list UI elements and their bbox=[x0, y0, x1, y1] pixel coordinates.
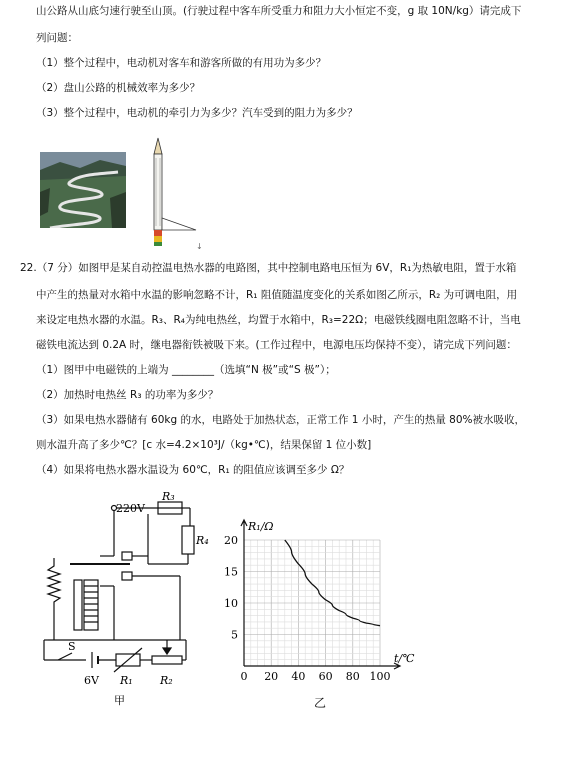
q21-item-3: （3）整个过程中，电动机的牵引力为多少？汽车受到的阻力为多少？ bbox=[36, 107, 358, 119]
q21-intro-line-2: 列问题： bbox=[36, 32, 78, 44]
x-tick-label: 40 bbox=[291, 670, 306, 683]
electromagnet-core bbox=[74, 580, 82, 630]
y-tick-label: 10 bbox=[224, 597, 238, 610]
y-tick-label: 20 bbox=[224, 534, 238, 547]
label-r1: R₁ bbox=[120, 674, 133, 687]
q21-item-1: （1）整个过程中，电动机对客车和游客所做的有用功为多少？ bbox=[36, 57, 327, 69]
paragraph-mark: ↓ bbox=[196, 242, 203, 251]
relay-spring bbox=[48, 558, 60, 640]
switch-s bbox=[58, 653, 72, 660]
q22-line-2: 中产生的热量对水箱中水温的影响忽略不计，R₁ 阻值随温度变化的关系如图乙所示，R₂ 为可调电阻，用 bbox=[36, 289, 518, 301]
q22-item-1: （1）图甲中电磁铁的上端为 ________（选填“N 极”或“S 极”）； bbox=[36, 364, 336, 376]
variable-resistor-r2 bbox=[152, 656, 182, 664]
graph-caption: 乙 bbox=[314, 696, 327, 710]
mountain-road-photo bbox=[40, 152, 126, 228]
x-tick-label: 100 bbox=[369, 670, 391, 683]
label-220v: 220V bbox=[116, 502, 145, 515]
q22-item-3-line-2: 则水温升高了多少℃？[c 水=4.2×10³J/（kg•℃)，结果保留 1 位小数] bbox=[36, 439, 372, 451]
q22-item-4: （4）如果将电热水器水温设为 60℃，R₁ 的阻值应该调至多少 Ω？ bbox=[36, 464, 350, 476]
y-tick-label: 15 bbox=[224, 565, 238, 579]
label-r3: R₃ bbox=[162, 490, 175, 503]
x-tick-label: 60 bbox=[318, 670, 333, 683]
q22-line-3: 来设定电热水器的水温。R₃、R₄为纯电热丝，均置于水箱中，R₃=22Ω；电磁铁线圈电阻忽略不计，当电 bbox=[36, 314, 521, 326]
relay-contact-upper bbox=[122, 552, 132, 560]
relay-contact-lower bbox=[122, 572, 132, 580]
graph-grid bbox=[244, 540, 380, 666]
x-tick-label: 80 bbox=[345, 670, 360, 683]
circuit-diagram bbox=[30, 490, 230, 710]
q21-item-2: （2）盘山公路的机械效率为多少？ bbox=[36, 82, 201, 94]
q21-intro-line-1: 山公路从山底匀速行驶至山顶。(行驶过程中客车所受重力和阻力大小恒定不变，g 取 10N/kg）请完成下 bbox=[36, 5, 522, 17]
resistance-temperature-graph bbox=[222, 512, 442, 712]
label-switch-s: S bbox=[68, 640, 76, 653]
q22-line-4: 磁铁电流达到 0.2A 时，继电器衔铁被吸下来。(工作过程中，电源电压均保持不变），请完成下列问题： bbox=[36, 339, 517, 351]
graph-xlabel: t/℃ bbox=[394, 652, 415, 665]
pen-ruler-figure bbox=[148, 134, 204, 250]
x-axis bbox=[244, 663, 400, 669]
circuit-caption: 甲 bbox=[114, 694, 125, 707]
x-tick-label: 0 bbox=[240, 670, 248, 683]
q22-item-3-line-1: （3）如果电热水器储有 60kg 的水，电路处于加热状态，正常工作 1 小时，产生的热量 80%被水吸收， bbox=[36, 414, 525, 426]
q22-line-1: 22.（7 分）如图甲是某自动控温电热水器的电路图，其中控制电路电压恒为 6V，R₁为热敏电阻，置于水箱 bbox=[20, 262, 517, 274]
y-tick-label: 5 bbox=[231, 628, 238, 642]
graph-ylabel: R₁/Ω bbox=[248, 520, 274, 533]
label-6v: 6V bbox=[84, 674, 99, 687]
graph-tick-labels bbox=[224, 534, 391, 683]
label-r2: R₂ bbox=[160, 674, 173, 687]
resistor-r4 bbox=[182, 526, 194, 554]
x-tick-label: 20 bbox=[264, 670, 279, 683]
label-r4: R₄ bbox=[196, 534, 209, 547]
q22-item-2: （2）加热时电热丝 R₃ 的功率为多少？ bbox=[36, 389, 219, 401]
y-axis bbox=[241, 520, 247, 666]
